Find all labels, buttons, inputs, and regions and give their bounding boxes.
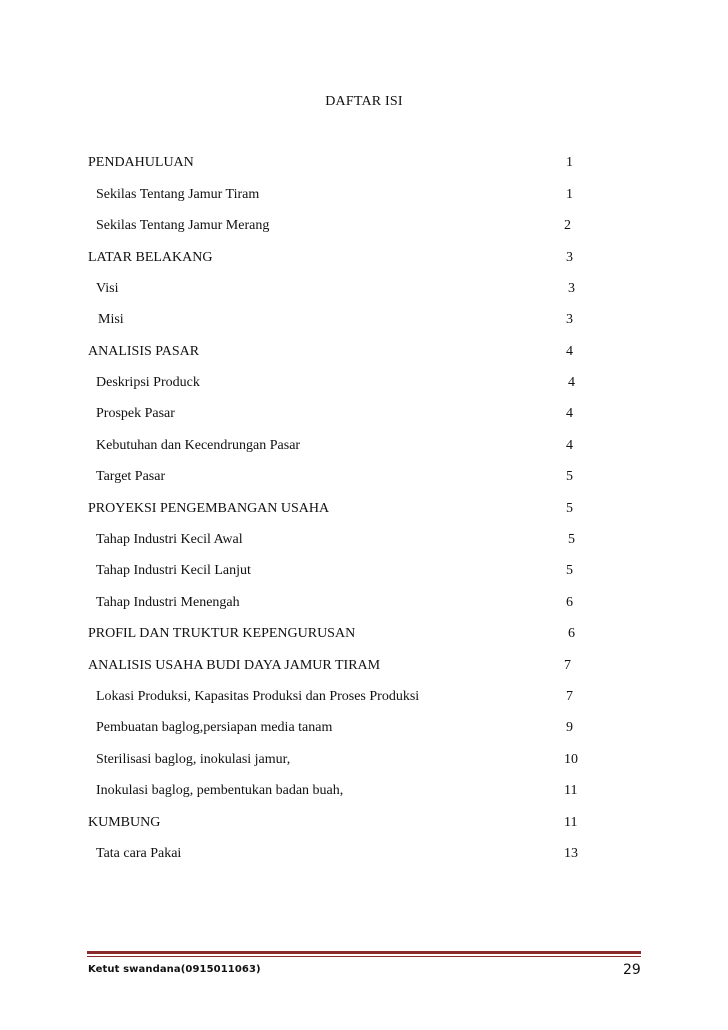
toc-entry-label: LATAR BELAKANG <box>88 250 213 265</box>
toc-entry-label: Target Pasar <box>96 469 166 484</box>
toc-entry-page-number: 5 <box>566 563 573 578</box>
toc-entry-label: Tahap Industri Kecil Awal <box>96 532 243 547</box>
footer-rule-thin <box>87 956 641 957</box>
toc-entry-label: ANALISIS PASAR <box>88 344 200 359</box>
toc-entry-label: PROFIL DAN TRUKTUR KEPENGURUSAN <box>88 626 356 641</box>
toc-entry-page-number: 5 <box>566 501 573 516</box>
toc-entry-label: Sekilas Tentang Jamur Tiram <box>96 187 260 202</box>
toc-entry <box>88 310 588 330</box>
toc-entry-page-number: 4 <box>566 344 573 359</box>
toc-entry <box>88 530 588 550</box>
toc-entry-page-number: 7 <box>566 689 573 704</box>
toc-entry-page-number: 9 <box>566 720 573 735</box>
toc-entry-page-number: 11 <box>564 815 578 830</box>
toc-entry <box>88 718 588 738</box>
toc-entry <box>88 499 588 519</box>
toc-entry <box>88 561 588 581</box>
toc-entry-label: ANALISIS USAHA BUDI DAYA JAMUR TIRAM <box>88 658 381 673</box>
toc-entry-page-number: 3 <box>566 312 573 327</box>
page-title: DAFTAR ISI <box>325 94 403 109</box>
footer-author: Ketut swandana(0915011063) <box>88 964 261 975</box>
toc-entry <box>88 593 588 613</box>
toc-entry-label: Misi <box>98 312 124 327</box>
toc-entry <box>88 185 588 205</box>
toc-entry-label: Sekilas Tentang Jamur Merang <box>96 218 270 233</box>
toc-entry-label: Tata cara Pakai <box>96 846 182 861</box>
toc-entry <box>88 404 588 424</box>
toc-entry <box>88 813 588 833</box>
toc-entry-page-number: 7 <box>564 658 571 673</box>
toc-entry-page-number: 4 <box>566 438 573 453</box>
toc-entry-label: Tahap Industri Menengah <box>96 595 240 610</box>
toc-entry-page-number: 5 <box>566 469 573 484</box>
toc-entry-page-number: 5 <box>568 532 575 547</box>
footer-rule-thick <box>87 951 641 954</box>
toc-entry-label: Deskripsi Produck <box>96 375 200 390</box>
toc-entry-label: PENDAHULUAN <box>88 155 194 170</box>
footer-page-number: 29 <box>623 962 641 978</box>
toc-entry-page-number: 6 <box>568 626 575 641</box>
toc-entry-page-number: 10 <box>564 752 578 767</box>
toc-entry <box>88 750 588 770</box>
toc-entry-label: Lokasi Produksi, Kapasitas Produksi dan Proses Produksi <box>96 689 420 704</box>
toc-entry <box>88 467 588 487</box>
toc-entry <box>88 781 588 801</box>
toc-entry-label: Pembuatan baglog,persiapan media tanam <box>96 720 333 735</box>
toc-entry-page-number: 13 <box>564 846 578 861</box>
toc-entry-page-number: 3 <box>566 250 573 265</box>
toc-entry <box>88 279 588 299</box>
toc-entry-label: Visi <box>96 281 119 296</box>
toc-entry-page-number: 1 <box>566 187 573 202</box>
toc-entry <box>88 153 588 173</box>
toc-entry-page-number: 4 <box>566 406 573 421</box>
toc-entry <box>88 687 588 707</box>
toc-entry <box>88 216 588 236</box>
toc-entry-page-number: 1 <box>566 155 573 170</box>
toc-entry <box>88 656 588 676</box>
toc-entry-page-number: 4 <box>568 375 575 390</box>
toc-entry-label: Inokulasi baglog, pembentukan badan buah, <box>96 783 344 798</box>
toc-entry-label: Tahap Industri Kecil Lanjut <box>96 563 251 578</box>
toc-entry <box>88 248 588 268</box>
toc-entry-page-number: 3 <box>568 281 575 296</box>
toc-entry-label: PROYEKSI PENGEMBANGAN USAHA <box>88 501 330 516</box>
toc-entry-label: Prospek Pasar <box>96 406 175 421</box>
toc-entry <box>88 844 588 864</box>
toc-entry-page-number: 2 <box>564 218 571 233</box>
toc-entry-label: KUMBUNG <box>88 815 161 830</box>
toc-entry-label: Sterilisasi baglog, inokulasi jamur, <box>96 752 291 767</box>
toc-entry <box>88 342 588 362</box>
toc-entry-page-number: 6 <box>566 595 573 610</box>
toc-entry <box>88 436 588 456</box>
toc-entry <box>88 373 588 393</box>
toc-entry-label: Kebutuhan dan Kecendrungan Pasar <box>96 438 301 453</box>
toc-entry <box>88 624 588 644</box>
toc-entry-page-number: 11 <box>564 783 578 798</box>
